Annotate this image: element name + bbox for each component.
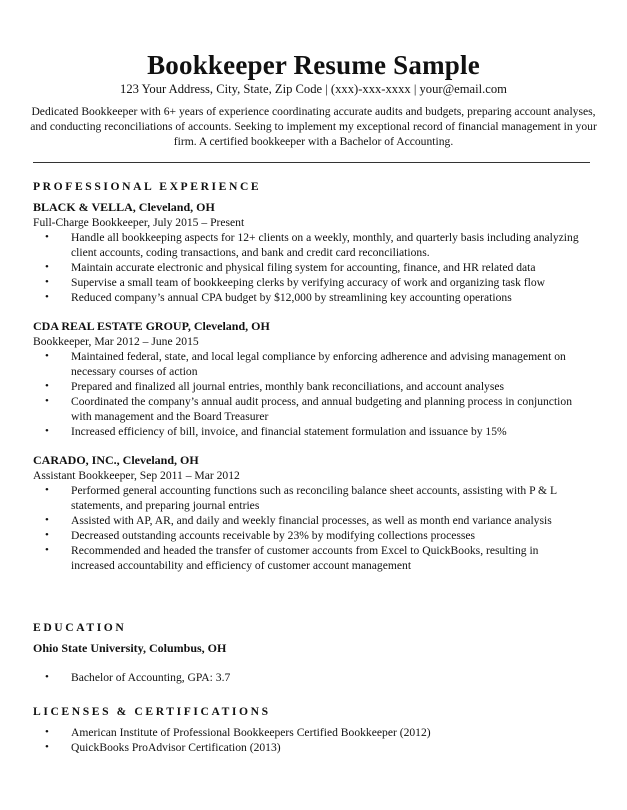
summary-paragraph: Dedicated Bookkeeper with 6+ years of experience coordinating accurate audits and budgets, preparing account analyses, and conducting reconciliations of accounts. Seeking to implement my exceptional record of financial management in your firm. A certified bookkeeper with a Bachelor of Accounting. xyxy=(30,105,597,148)
list-item-text: Maintained federal, state, and local legal compliance by enforcing adherence and advising management on necessary courses of action xyxy=(71,350,566,378)
bullet-icon: • xyxy=(45,529,49,541)
experience-heading: PROFESSIONAL EXPERIENCE xyxy=(33,180,262,193)
list-item xyxy=(45,740,593,755)
list-item-text: QuickBooks ProAdvisor Certification (2013) xyxy=(71,741,281,754)
bullet-icon: • xyxy=(45,514,49,526)
list-item xyxy=(45,290,593,305)
job-entry xyxy=(33,452,593,573)
list-item xyxy=(45,513,593,528)
job-role: Bookkeeper, Mar 2012 – June 2015 xyxy=(33,335,199,348)
list-item-text: Supervise a small team of bookkeeping clerks by verifying accuracy of work and organizing task flow xyxy=(71,276,546,289)
bullet-icon: • xyxy=(45,671,49,683)
job-company: CDA REAL ESTATE GROUP, Cleveland, OH xyxy=(33,319,270,333)
education-heading: EDUCATION xyxy=(33,621,127,634)
certifications-section xyxy=(33,704,593,755)
list-item xyxy=(45,260,593,275)
job-bullets xyxy=(33,349,593,439)
bullet-icon: • xyxy=(45,276,49,288)
bullet-icon: • xyxy=(45,350,49,362)
school-name: Ohio State University, Columbus, OH xyxy=(33,641,227,655)
job-company: BLACK & VELLA, Cleveland, OH xyxy=(33,200,215,214)
bullet-icon: • xyxy=(45,291,49,303)
list-item xyxy=(45,483,593,513)
bullet-icon: • xyxy=(45,425,49,437)
list-item xyxy=(45,543,593,573)
job-company: CARADO, INC., Cleveland, OH xyxy=(33,453,199,467)
list-item-text: Assisted with AP, AR, and daily and weekly financial processes, as well as month end variance analysis xyxy=(71,514,552,527)
bullet-icon: • xyxy=(45,741,49,753)
bullet-icon: • xyxy=(45,380,49,392)
certifications-heading: LICENSES & CERTIFICATIONS xyxy=(33,705,271,718)
list-item xyxy=(45,670,593,685)
job-role: Assistant Bookkeeper, Sep 2011 – Mar 2012 xyxy=(33,469,240,482)
education-section xyxy=(33,620,593,685)
job-bullets xyxy=(33,483,593,573)
job-role: Full-Charge Bookkeeper, July 2015 – Present xyxy=(33,216,245,229)
list-item xyxy=(45,394,593,424)
bullet-icon: • xyxy=(45,484,49,496)
list-item-text: Increased efficiency of bill, invoice, and financial statement formulation and issuance by 15% xyxy=(71,425,507,438)
list-item-text: Maintain accurate electronic and physical filing system for accounting, finance, and HR related data xyxy=(71,261,536,274)
list-item-text: Performed general accounting functions such as reconciling balance sheet accounts, assisting with P & L statements, and preparing journal entries xyxy=(71,484,557,512)
list-item-text: American Institute of Professional Bookkeepers Certified Bookkeeper (2012) xyxy=(71,726,431,739)
list-item xyxy=(45,275,593,290)
contact-line: 123 Your Address, City, State, Zip Code | (xxx)-xxx-xxxx | your@email.com xyxy=(120,82,507,96)
header-divider xyxy=(33,162,590,163)
list-item-text: Recommended and headed the transfer of customer accounts from Excel to QuickBooks, resulting in increased accountability and efficiency of customer account management xyxy=(71,544,539,572)
bullet-icon: • xyxy=(45,231,49,243)
bullet-icon: • xyxy=(45,395,49,407)
list-item-text: Handle all bookkeeping aspects for 12+ clients on a weekly, monthly, and quarterly basis including analyzing client accounts, coding transactions, and bank and credit card reconciliations. xyxy=(71,231,579,259)
experience-section xyxy=(33,179,593,573)
certification-bullets xyxy=(33,725,593,755)
list-item-text: Reduced company’s annual CPA budget by $12,000 by streamlining key accounting operations xyxy=(71,291,512,304)
resume-title: Bookkeeper Resume Sample xyxy=(147,50,480,80)
list-item-text: Prepared and finalized all journal entries, monthly bank reconciliations, and account analyses xyxy=(71,380,505,393)
list-item xyxy=(45,349,593,379)
list-item xyxy=(45,528,593,543)
education-bullets xyxy=(33,670,593,685)
list-item-text: Decreased outstanding accounts receivable by 23% by modifying collections processes xyxy=(71,529,476,542)
list-item-text: Bachelor of Accounting, GPA: 3.7 xyxy=(71,671,231,684)
bullet-icon: • xyxy=(45,726,49,738)
list-item xyxy=(45,725,593,740)
bullet-icon: • xyxy=(45,544,49,556)
job-entry xyxy=(33,318,593,439)
list-item xyxy=(45,230,593,260)
bullet-icon: • xyxy=(45,261,49,273)
list-item xyxy=(45,379,593,394)
job-entry xyxy=(33,199,593,305)
job-bullets xyxy=(33,230,593,305)
list-item xyxy=(45,424,593,439)
list-item-text: Coordinated the company’s annual audit process, and annual budgeting and planning process in conjunction with management and the Board Treasurer xyxy=(71,395,572,423)
